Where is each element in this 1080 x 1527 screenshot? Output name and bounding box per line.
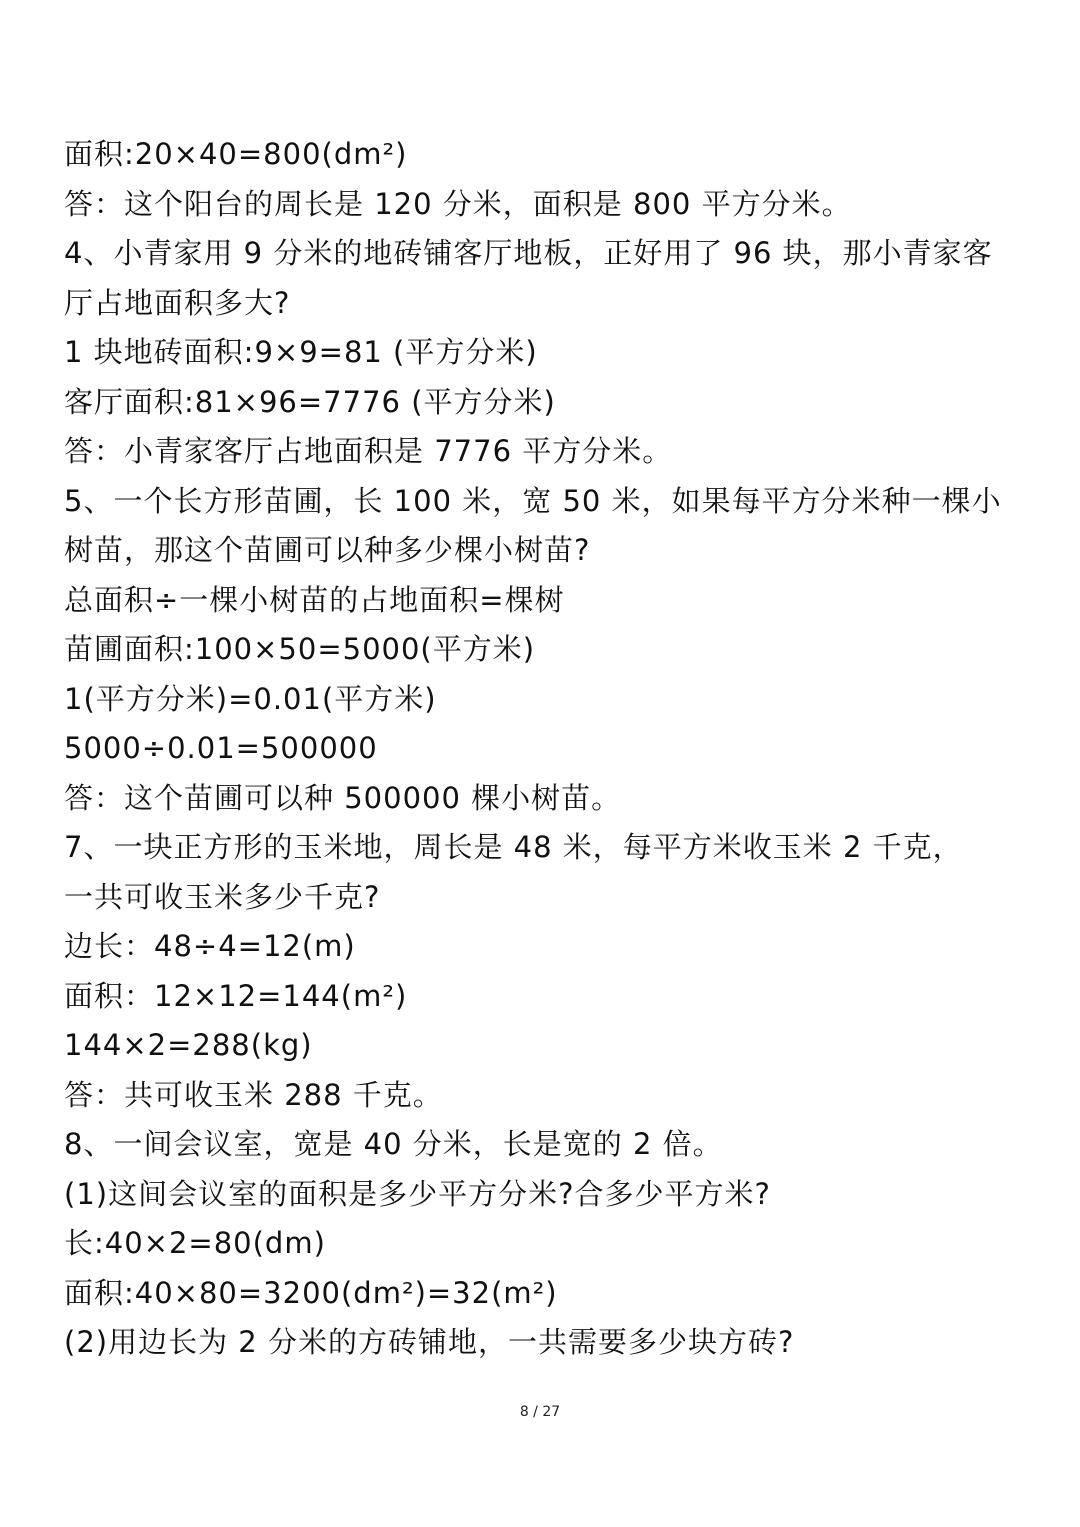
text-line: 4、小青家用 9 分米的地砖铺客厅地板，正好用了 96 块，那小青家客	[64, 236, 993, 270]
text-line: 面积：12×12=144(m²)	[64, 978, 408, 1013]
text-line: 总面积÷一棵小树苗的占地面积=棵树	[64, 582, 565, 617]
text-line: 答：这个苗圃可以种 500000 棵小树苗。	[64, 780, 622, 815]
text-line: 一共可收玉米多少千克?	[64, 879, 381, 914]
text-line: 7、一块正方形的玉米地，周长是 48 米，每平方米收玉米 2 千克，	[64, 830, 963, 864]
text-line: 厅占地面积多大?	[64, 285, 291, 320]
text-line: 面积:40×80=3200(dm²)=32(m²)	[64, 1275, 558, 1310]
text-line: 面积:20×40=800(dm²)	[64, 137, 408, 171]
text-line: 8、一间会议室，宽是 40 分米，长是宽的 2 倍。	[64, 1127, 723, 1161]
text-line: 边长：48÷4=12(m)	[64, 929, 356, 963]
text-line: 长:40×2=80(dm)	[64, 1226, 326, 1260]
text-line: 答：这个阳台的周长是 120 分米，面积是 800 平方分米。	[64, 186, 852, 221]
text-line: 1 块地砖面积:9×9=81 (平方分米)	[64, 335, 538, 369]
text-line: (1)这间会议室的面积是多少平方分米?合多少平方米?	[64, 1176, 771, 1211]
text-line: 144×2=288(kg)	[64, 1028, 313, 1062]
text-line: 答：共可收玉米 288 千克。	[64, 1077, 443, 1112]
text-line: 树苗，那这个苗圃可以种多少棵小树苗?	[64, 533, 591, 567]
document-body	[64, 130, 1024, 1368]
text-line: 1(平方分米)=0.01(平方米)	[64, 681, 437, 716]
text-line: 客厅面积:81×96=7776 (平方分米)	[64, 384, 556, 419]
text-line: 苗圃面积:100×50=5000(平方米)	[64, 632, 536, 666]
text-line: 答：小青家客厅占地面积是 7776 平方分米。	[64, 434, 673, 468]
text-line: 5、一个长方形苗圃，长 100 米，宽 50 米，如果每平方分米种一棵小	[64, 483, 1002, 518]
page-number: 8 / 27	[519, 1404, 561, 1420]
text-line: (2)用边长为 2 分米的方砖铺地，一共需要多少块方砖?	[64, 1325, 795, 1359]
text-line: 5000÷0.01=500000	[64, 731, 378, 765]
